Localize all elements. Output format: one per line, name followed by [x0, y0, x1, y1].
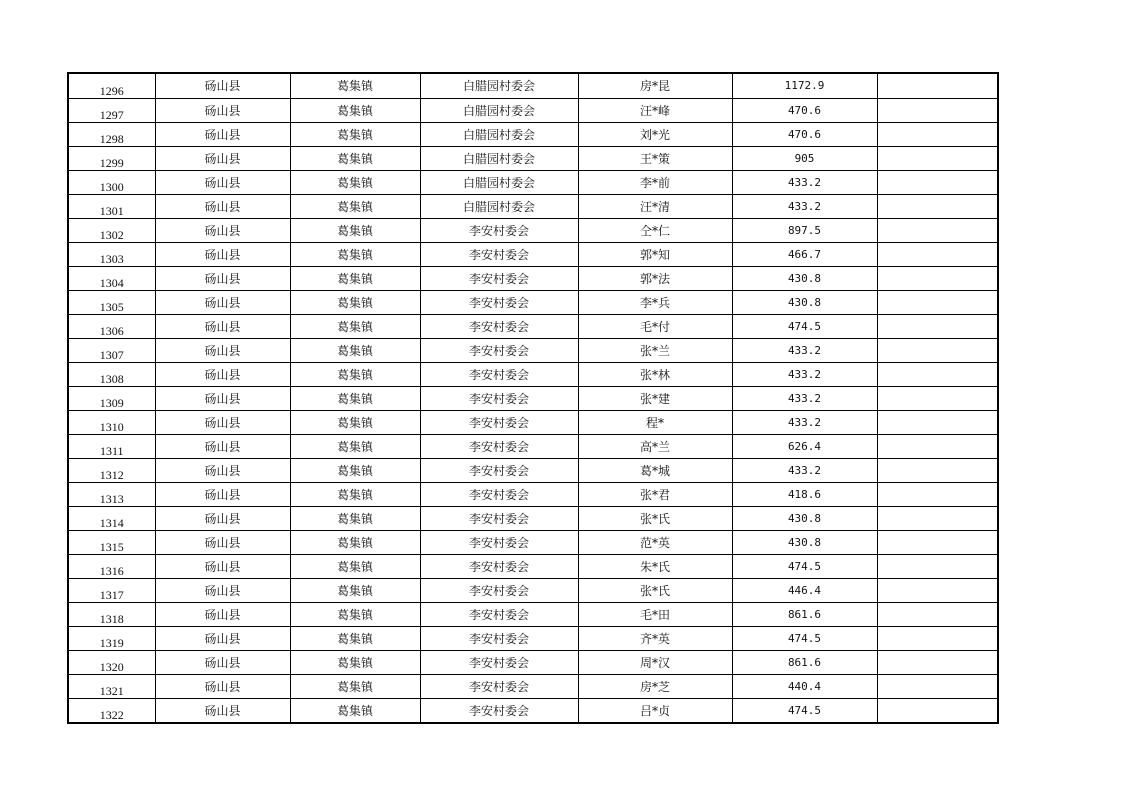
person-name-cell: 吕*贞	[578, 699, 732, 724]
person-name-cell: 周*汉	[578, 651, 732, 675]
county-cell: 砀山县	[155, 73, 290, 99]
town-cell: 葛集镇	[290, 699, 420, 724]
village-cell: 李安村委会	[420, 435, 578, 459]
table-row	[68, 363, 998, 387]
row-number-cell: 1314	[68, 507, 155, 531]
person-name-cell: 刘*光	[578, 123, 732, 147]
village-cell: 李安村委会	[420, 651, 578, 675]
row-number-cell: 1298	[68, 123, 155, 147]
amount-cell: 861.6	[732, 651, 877, 675]
county-cell: 砀山县	[155, 603, 290, 627]
county-cell: 砀山县	[155, 579, 290, 603]
amount-cell: 905	[732, 147, 877, 171]
note-cell	[877, 483, 998, 507]
village-cell: 李安村委会	[420, 603, 578, 627]
village-cell: 李安村委会	[420, 675, 578, 699]
note-cell	[877, 195, 998, 219]
note-cell	[877, 73, 998, 99]
town-cell: 葛集镇	[290, 339, 420, 363]
row-number-cell: 1299	[68, 147, 155, 171]
row-number-cell: 1316	[68, 555, 155, 579]
person-name-cell: 张*建	[578, 387, 732, 411]
table-row	[68, 195, 998, 219]
county-cell: 砀山县	[155, 411, 290, 435]
amount-cell: 861.6	[732, 603, 877, 627]
person-name-cell: 朱*氏	[578, 555, 732, 579]
table-row	[68, 267, 998, 291]
table-row	[68, 219, 998, 243]
village-cell: 李安村委会	[420, 699, 578, 724]
table-row	[68, 171, 998, 195]
person-name-cell: 李*兵	[578, 291, 732, 315]
village-cell: 李安村委会	[420, 459, 578, 483]
amount-cell: 430.8	[732, 531, 877, 555]
note-cell	[877, 603, 998, 627]
note-cell	[877, 219, 998, 243]
row-number-cell: 1312	[68, 459, 155, 483]
row-number-cell: 1317	[68, 579, 155, 603]
row-number-cell: 1309	[68, 387, 155, 411]
note-cell	[877, 675, 998, 699]
town-cell: 葛集镇	[290, 531, 420, 555]
amount-cell: 433.2	[732, 171, 877, 195]
village-cell: 李安村委会	[420, 363, 578, 387]
village-cell: 李安村委会	[420, 483, 578, 507]
village-cell: 李安村委会	[420, 267, 578, 291]
row-number-cell: 1318	[68, 603, 155, 627]
person-name-cell: 王*策	[578, 147, 732, 171]
county-cell: 砀山县	[155, 291, 290, 315]
town-cell: 葛集镇	[290, 411, 420, 435]
amount-cell: 433.2	[732, 339, 877, 363]
town-cell: 葛集镇	[290, 147, 420, 171]
row-number-cell: 1296	[68, 73, 155, 99]
amount-cell: 433.2	[732, 387, 877, 411]
village-cell: 李安村委会	[420, 291, 578, 315]
town-cell: 葛集镇	[290, 267, 420, 291]
county-cell: 砀山县	[155, 531, 290, 555]
note-cell	[877, 651, 998, 675]
amount-cell: 433.2	[732, 195, 877, 219]
county-cell: 砀山县	[155, 627, 290, 651]
note-cell	[877, 627, 998, 651]
row-number-cell: 1303	[68, 243, 155, 267]
person-name-cell: 房*昆	[578, 73, 732, 99]
county-cell: 砀山县	[155, 315, 290, 339]
note-cell	[877, 507, 998, 531]
town-cell: 葛集镇	[290, 387, 420, 411]
amount-cell: 433.2	[732, 411, 877, 435]
table-row	[68, 651, 998, 675]
county-cell: 砀山县	[155, 147, 290, 171]
county-cell: 砀山县	[155, 267, 290, 291]
note-cell	[877, 171, 998, 195]
note-cell	[877, 699, 998, 724]
person-name-cell: 葛*城	[578, 459, 732, 483]
person-name-cell: 郭*法	[578, 267, 732, 291]
amount-cell: 433.2	[732, 363, 877, 387]
county-cell: 砀山县	[155, 699, 290, 724]
table-row	[68, 699, 998, 724]
person-name-cell: 汪*峰	[578, 99, 732, 123]
person-name-cell: 程*	[578, 411, 732, 435]
town-cell: 葛集镇	[290, 99, 420, 123]
row-number-cell: 1305	[68, 291, 155, 315]
town-cell: 葛集镇	[290, 123, 420, 147]
person-name-cell: 汪*清	[578, 195, 732, 219]
amount-cell: 1172.9	[732, 73, 877, 99]
town-cell: 葛集镇	[290, 555, 420, 579]
county-cell: 砀山县	[155, 171, 290, 195]
town-cell: 葛集镇	[290, 483, 420, 507]
note-cell	[877, 267, 998, 291]
subsidy-table	[67, 72, 999, 724]
table-row	[68, 315, 998, 339]
county-cell: 砀山县	[155, 123, 290, 147]
amount-cell: 433.2	[732, 459, 877, 483]
row-number-cell: 1322	[68, 699, 155, 724]
county-cell: 砀山县	[155, 219, 290, 243]
table-row	[68, 555, 998, 579]
county-cell: 砀山县	[155, 195, 290, 219]
note-cell	[877, 363, 998, 387]
county-cell: 砀山县	[155, 507, 290, 531]
person-name-cell: 齐*英	[578, 627, 732, 651]
note-cell	[877, 123, 998, 147]
town-cell: 葛集镇	[290, 459, 420, 483]
county-cell: 砀山县	[155, 459, 290, 483]
table-row	[68, 603, 998, 627]
row-number-cell: 1304	[68, 267, 155, 291]
row-number-cell: 1320	[68, 651, 155, 675]
town-cell: 葛集镇	[290, 171, 420, 195]
note-cell	[877, 411, 998, 435]
table-row	[68, 627, 998, 651]
county-cell: 砀山县	[155, 387, 290, 411]
amount-cell: 430.8	[732, 291, 877, 315]
village-cell: 李安村委会	[420, 531, 578, 555]
note-cell	[877, 339, 998, 363]
amount-cell: 474.5	[732, 699, 877, 724]
table-row	[68, 675, 998, 699]
county-cell: 砀山县	[155, 339, 290, 363]
row-number-cell: 1302	[68, 219, 155, 243]
table-row	[68, 73, 998, 99]
town-cell: 葛集镇	[290, 627, 420, 651]
county-cell: 砀山县	[155, 99, 290, 123]
person-name-cell: 李*前	[578, 171, 732, 195]
village-cell: 李安村委会	[420, 315, 578, 339]
note-cell	[877, 315, 998, 339]
note-cell	[877, 99, 998, 123]
table-row	[68, 387, 998, 411]
town-cell: 葛集镇	[290, 435, 420, 459]
person-name-cell: 毛*田	[578, 603, 732, 627]
person-name-cell: 范*英	[578, 531, 732, 555]
town-cell: 葛集镇	[290, 291, 420, 315]
person-name-cell: 张*氏	[578, 579, 732, 603]
row-number-cell: 1300	[68, 171, 155, 195]
county-cell: 砀山县	[155, 363, 290, 387]
amount-cell: 446.4	[732, 579, 877, 603]
person-name-cell: 张*兰	[578, 339, 732, 363]
person-name-cell: 房*芝	[578, 675, 732, 699]
note-cell	[877, 387, 998, 411]
row-number-cell: 1307	[68, 339, 155, 363]
table-row	[68, 99, 998, 123]
row-number-cell: 1311	[68, 435, 155, 459]
row-number-cell: 1306	[68, 315, 155, 339]
note-cell	[877, 147, 998, 171]
amount-cell: 430.8	[732, 267, 877, 291]
table-row	[68, 339, 998, 363]
amount-cell: 470.6	[732, 123, 877, 147]
amount-cell: 430.8	[732, 507, 877, 531]
amount-cell: 466.7	[732, 243, 877, 267]
village-cell: 白腊园村委会	[420, 73, 578, 99]
village-cell: 李安村委会	[420, 507, 578, 531]
town-cell: 葛集镇	[290, 603, 420, 627]
village-cell: 白腊园村委会	[420, 123, 578, 147]
row-number-cell: 1297	[68, 99, 155, 123]
village-cell: 李安村委会	[420, 387, 578, 411]
row-number-cell: 1310	[68, 411, 155, 435]
person-name-cell: 张*君	[578, 483, 732, 507]
village-cell: 白腊园村委会	[420, 147, 578, 171]
amount-cell: 440.4	[732, 675, 877, 699]
person-name-cell: 郭*知	[578, 243, 732, 267]
village-cell: 李安村委会	[420, 411, 578, 435]
table-row	[68, 411, 998, 435]
note-cell	[877, 555, 998, 579]
county-cell: 砀山县	[155, 651, 290, 675]
town-cell: 葛集镇	[290, 363, 420, 387]
person-name-cell: 张*林	[578, 363, 732, 387]
table-row	[68, 123, 998, 147]
table-row	[68, 243, 998, 267]
table-row	[68, 459, 998, 483]
note-cell	[877, 531, 998, 555]
village-cell: 白腊园村委会	[420, 99, 578, 123]
table-row	[68, 291, 998, 315]
person-name-cell: 张*氏	[578, 507, 732, 531]
amount-cell: 626.4	[732, 435, 877, 459]
row-number-cell: 1308	[68, 363, 155, 387]
town-cell: 葛集镇	[290, 73, 420, 99]
person-name-cell: 高*兰	[578, 435, 732, 459]
county-cell: 砀山县	[155, 435, 290, 459]
person-name-cell: 毛*付	[578, 315, 732, 339]
table-row	[68, 579, 998, 603]
village-cell: 李安村委会	[420, 579, 578, 603]
row-number-cell: 1321	[68, 675, 155, 699]
table-row	[68, 483, 998, 507]
county-cell: 砀山县	[155, 243, 290, 267]
town-cell: 葛集镇	[290, 579, 420, 603]
county-cell: 砀山县	[155, 675, 290, 699]
town-cell: 葛集镇	[290, 507, 420, 531]
village-cell: 白腊园村委会	[420, 171, 578, 195]
village-cell: 李安村委会	[420, 555, 578, 579]
note-cell	[877, 579, 998, 603]
amount-cell: 474.5	[732, 315, 877, 339]
note-cell	[877, 435, 998, 459]
county-cell: 砀山县	[155, 555, 290, 579]
table-row	[68, 531, 998, 555]
table-row	[68, 147, 998, 171]
town-cell: 葛集镇	[290, 315, 420, 339]
table-body	[68, 73, 998, 723]
table-row	[68, 507, 998, 531]
row-number-cell: 1301	[68, 195, 155, 219]
note-cell	[877, 291, 998, 315]
row-number-cell: 1319	[68, 627, 155, 651]
village-cell: 李安村委会	[420, 219, 578, 243]
village-cell: 李安村委会	[420, 627, 578, 651]
town-cell: 葛集镇	[290, 243, 420, 267]
town-cell: 葛集镇	[290, 219, 420, 243]
county-cell: 砀山县	[155, 483, 290, 507]
town-cell: 葛集镇	[290, 675, 420, 699]
village-cell: 白腊园村委会	[420, 195, 578, 219]
town-cell: 葛集镇	[290, 651, 420, 675]
amount-cell: 474.5	[732, 627, 877, 651]
village-cell: 李安村委会	[420, 243, 578, 267]
amount-cell: 474.5	[732, 555, 877, 579]
amount-cell: 470.6	[732, 99, 877, 123]
person-name-cell: 仝*仁	[578, 219, 732, 243]
village-cell: 李安村委会	[420, 339, 578, 363]
note-cell	[877, 243, 998, 267]
row-number-cell: 1313	[68, 483, 155, 507]
note-cell	[877, 459, 998, 483]
amount-cell: 418.6	[732, 483, 877, 507]
row-number-cell: 1315	[68, 531, 155, 555]
town-cell: 葛集镇	[290, 195, 420, 219]
table-row	[68, 435, 998, 459]
amount-cell: 897.5	[732, 219, 877, 243]
